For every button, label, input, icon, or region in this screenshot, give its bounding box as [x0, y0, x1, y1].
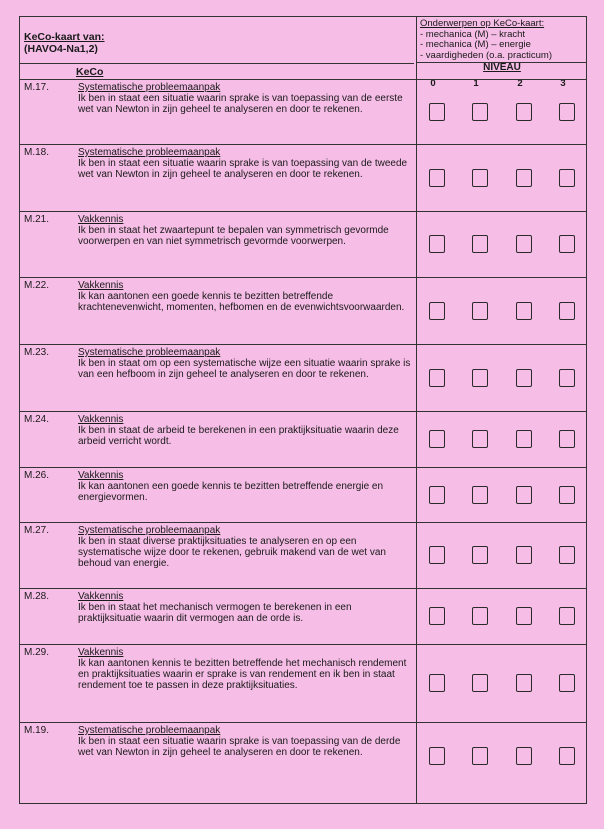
level-2-checkbox[interactable]	[516, 486, 532, 504]
level-3-checkbox[interactable]	[559, 169, 575, 187]
level-0-checkbox[interactable]	[429, 486, 445, 504]
level-0-checkbox[interactable]	[429, 302, 445, 320]
competence-category: Systematische probleemaanpak	[78, 725, 221, 736]
competence-text: Ik kan aantonen kennis te bezitten betreffende het mechanisch rendement en praktijksituaties waarin er sprake is van rendement en ik ben in staat rendement toe te passen in deze praktijksituaties.	[78, 658, 407, 691]
level-1-checkbox[interactable]	[472, 369, 488, 387]
competence-description	[78, 414, 412, 447]
competence-description	[78, 591, 412, 624]
level-1-checkbox[interactable]	[472, 169, 488, 187]
level-0-checkbox[interactable]	[429, 430, 445, 448]
competence-text: Ik kan aantonen een goede kennis te bezitten betreffende krachtenevenwicht, momenten, hefbomen en de evenwichtsvoorwaarden.	[78, 291, 405, 313]
competence-text: Ik ben in staat om op een systematische wijze een situatie waarin sprake is van een hefboom in zijn geheel te analyseren en door te rekenen.	[78, 358, 411, 380]
competence-category: Systematische probleemaanpak	[78, 82, 221, 93]
competence-description	[78, 347, 412, 380]
level-1-checkbox[interactable]	[472, 103, 488, 121]
topics-list	[420, 19, 552, 61]
competence-row	[20, 467, 586, 522]
competence-row	[20, 211, 586, 277]
competence-category: Systematische probleemaanpak	[78, 147, 221, 158]
competence-text: Ik ben in staat het mechanisch vermogen te berekenen in een praktijksituatie waarin dit vermogen aan de orde is.	[78, 602, 352, 624]
level-3-checkbox[interactable]	[559, 302, 575, 320]
level-label: 3	[560, 78, 566, 89]
topic-item: - mechanica (M) – energie	[420, 39, 531, 50]
competence-category: Vakkennis	[78, 414, 124, 425]
competence-description	[78, 647, 412, 691]
level-0-checkbox[interactable]	[429, 607, 445, 625]
level-2-checkbox[interactable]	[516, 302, 532, 320]
level-3-checkbox[interactable]	[559, 235, 575, 253]
competence-code: M.27.	[24, 525, 50, 536]
level-3-checkbox[interactable]	[559, 486, 575, 504]
level-1-checkbox[interactable]	[472, 747, 488, 765]
level-2-checkbox[interactable]	[516, 169, 532, 187]
competence-text: Ik ben in staat de arbeid te berekenen in een praktijksituatie waarin deze arbeid verricht wordt.	[78, 425, 399, 447]
competence-category: Vakkennis	[78, 214, 124, 225]
competence-text: Ik ben in staat het zwaartepunt te bepalen van symmetrisch gevormde voorwerpen en van niet symmetrisch gevormde voorwerpen.	[78, 225, 389, 247]
level-0-checkbox[interactable]	[429, 103, 445, 121]
level-2-checkbox[interactable]	[516, 369, 532, 387]
level-3-checkbox[interactable]	[559, 546, 575, 564]
competence-category: Vakkennis	[78, 591, 124, 602]
level-0-checkbox[interactable]	[429, 235, 445, 253]
competence-code: M.17.	[24, 82, 50, 93]
competence-row	[20, 644, 586, 722]
competence-code: M.19.	[24, 725, 50, 736]
competence-category: Systematische probleemaanpak	[78, 347, 221, 358]
card-title: KeCo-kaart van:	[24, 31, 105, 43]
competence-category: Vakkennis	[78, 280, 124, 291]
competence-row	[20, 144, 586, 211]
level-0-checkbox[interactable]	[429, 674, 445, 692]
keco-card	[19, 16, 587, 804]
competence-code: M.23.	[24, 347, 50, 358]
level-1-checkbox[interactable]	[472, 235, 488, 253]
level-1-checkbox[interactable]	[472, 546, 488, 564]
competence-text: Ik ben in staat een situatie waarin sprake is van toepassing van de tweede wet van Newton in zijn geheel te analyseren en door te rekenen.	[78, 158, 408, 180]
competence-text: Ik ben in staat een situatie waarin sprake is van toepassing van de eerste wet van Newton in zijn geheel te analyseren en door te rekenen.	[78, 93, 403, 115]
level-label: 0	[430, 78, 436, 89]
topics-title: Onderwerpen op KeCo-kaart:	[420, 18, 545, 29]
competence-description	[78, 470, 412, 503]
competence-description	[78, 725, 412, 758]
competence-category: Vakkennis	[78, 470, 124, 481]
level-2-checkbox[interactable]	[516, 546, 532, 564]
card-header	[24, 31, 105, 55]
competence-code: M.28.	[24, 591, 50, 602]
competence-category: Systematische probleemaanpak	[78, 525, 221, 536]
level-1-checkbox[interactable]	[472, 607, 488, 625]
level-3-checkbox[interactable]	[559, 369, 575, 387]
level-3-checkbox[interactable]	[559, 607, 575, 625]
header-divider	[20, 63, 414, 64]
topic-item: - mechanica (M) – kracht	[420, 28, 526, 40]
level-2-checkbox[interactable]	[516, 747, 532, 765]
level-3-checkbox[interactable]	[559, 430, 575, 448]
competence-code: M.24.	[24, 414, 50, 425]
competence-category: Vakkennis	[78, 647, 124, 658]
level-label: 1	[473, 78, 479, 89]
level-0-checkbox[interactable]	[429, 369, 445, 387]
level-1-checkbox[interactable]	[472, 674, 488, 692]
competence-row	[20, 79, 586, 144]
competence-row	[20, 522, 586, 588]
competence-code: M.29.	[24, 647, 50, 658]
level-2-checkbox[interactable]	[516, 607, 532, 625]
competence-code: M.22.	[24, 280, 50, 291]
level-2-checkbox[interactable]	[516, 430, 532, 448]
level-3-checkbox[interactable]	[559, 747, 575, 765]
level-3-checkbox[interactable]	[559, 674, 575, 692]
competence-description	[78, 280, 412, 313]
level-1-checkbox[interactable]	[472, 430, 488, 448]
level-0-checkbox[interactable]	[429, 169, 445, 187]
competence-text: Ik ben in staat diverse praktijksituaties te analyseren en op een systematische wijze door te rekenen, gebruik makend van de wet van behoud van energie.	[78, 536, 386, 569]
level-2-checkbox[interactable]	[516, 674, 532, 692]
competence-row	[20, 277, 586, 344]
competence-description	[78, 525, 412, 569]
level-0-checkbox[interactable]	[429, 546, 445, 564]
level-0-checkbox[interactable]	[429, 747, 445, 765]
level-3-checkbox[interactable]	[559, 103, 575, 121]
level-1-checkbox[interactable]	[472, 302, 488, 320]
competence-code: M.21.	[24, 214, 50, 225]
competence-row	[20, 411, 586, 467]
competence-row	[20, 588, 586, 644]
competence-code: M.18.	[24, 147, 50, 158]
competence-row	[20, 344, 586, 411]
competence-code: M.26.	[24, 470, 50, 481]
competence-description	[78, 147, 412, 180]
level-label: 2	[517, 78, 523, 89]
competence-description	[78, 82, 412, 115]
niveau-column-label: NIVEAU	[483, 62, 521, 73]
keco-column-label: KeCo	[76, 66, 104, 78]
level-2-checkbox[interactable]	[516, 103, 532, 121]
competence-row	[20, 722, 586, 789]
level-2-checkbox[interactable]	[516, 235, 532, 253]
competence-text: Ik kan aantonen een goede kennis te bezitten betreffende energie en energievormen.	[78, 481, 384, 503]
card-subtitle: (HAVO4-Na1,2)	[24, 43, 98, 55]
level-1-checkbox[interactable]	[472, 486, 488, 504]
topic-item: - vaardigheden (o.a. practicum)	[420, 49, 553, 61]
competence-description	[78, 214, 412, 247]
competence-text: Ik ben in staat een situatie waarin sprake is van toepassing van de derde wet van Newton in zijn geheel te analyseren en door te rekenen.	[78, 736, 401, 758]
